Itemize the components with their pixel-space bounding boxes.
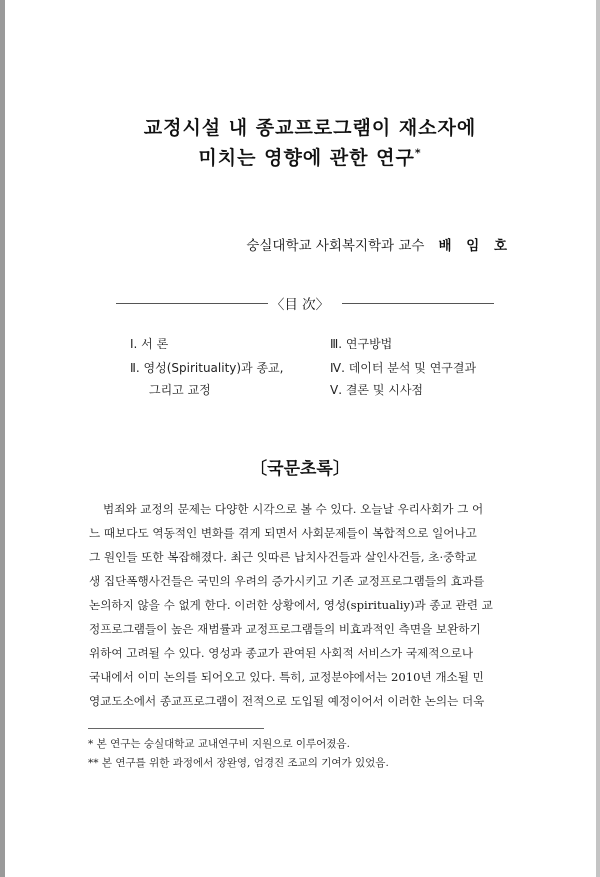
abstract-line: 논의하지 않을 수 없게 한다. 이러한 상황에서, 영성(spiritualiy)과 종교 관련 교 (89, 598, 493, 612)
toc-heading: 〈目 次〉 (270, 297, 330, 313)
abstract-heading: 〔국문초록〕 (250, 459, 350, 479)
abstract-line: 위하여 고려될 수 있다. 영성과 종교가 관여된 사회적 서비스가 국제적으로나 (89, 646, 474, 660)
abstract-line: 느 때보다도 역동적인 변화를 겪게 되면서 사회문제들이 복합적으로 일어나고 (89, 526, 477, 540)
footnote-separator (88, 728, 264, 729)
toc-item-introduction: Ⅰ. 서 론 (130, 337, 169, 351)
toc-rule-right (342, 303, 494, 304)
title-footnote-marker: * (414, 146, 422, 160)
footnote-acknowledgement: ** 본 연구를 위한 과정에서 장완영, 엄경진 조교의 기여가 있었음. (88, 757, 389, 769)
toc-item-analysis: Ⅳ. 데이터 분석 및 연구결과 (330, 361, 477, 375)
abstract-line: 생 집단폭행사건들은 국민의 우려의 증가시키고 기존 교정프로그램들의 효과를 (89, 574, 485, 588)
abstract-line: 그 원인들 또한 복잡해졌다. 최근 잇따른 납치사건들과 살인사건들, 초·중학교 (89, 550, 477, 564)
paper-title-line-2-text: 미치는 영향에 관한 연구 (198, 147, 415, 169)
page-left-edge (0, 0, 5, 877)
page-right-edge (596, 0, 600, 877)
abstract-line: 국내에서 이미 논의를 되어오고 있다. 특히, 교정분야에서는 2010년 개소될 민 (89, 670, 484, 684)
author-name: 배 임 호 (438, 238, 512, 254)
toc-item-method: Ⅲ. 연구방법 (330, 337, 393, 351)
author-line (246, 234, 512, 254)
author-affiliation: 숭실대학교 사회복지학과 교수 (246, 238, 425, 254)
toc-item-spirituality: Ⅱ. 영성(Spirituality)과 종교, (130, 361, 284, 375)
abstract-line: 범죄와 교정의 문제는 다양한 시각으로 볼 수 있다. 오늘날 우리사회가 그 어 (103, 502, 484, 516)
abstract-line: 정프로그램들이 높은 재범률과 교정프로그램들의 비효과적인 측면을 보완하기 (89, 622, 481, 636)
abstract-line: 영교도소에서 종교프로그램이 전적으로 도입될 예정이어서 이러한 논의는 더욱 (89, 694, 485, 708)
paper-title-line-2 (40, 143, 580, 173)
toc-item-spirituality-cont: 그리고 교정 (149, 383, 211, 397)
toc-item-conclusion: Ⅴ. 결론 및 시사점 (330, 383, 424, 397)
paper-title-line-1: 교정시설 내 종교프로그램이 재소자에 (143, 117, 477, 139)
footnote-funding: * 본 연구는 숭실대학교 교내연구비 지원으로 이루어졌음. (88, 738, 350, 750)
